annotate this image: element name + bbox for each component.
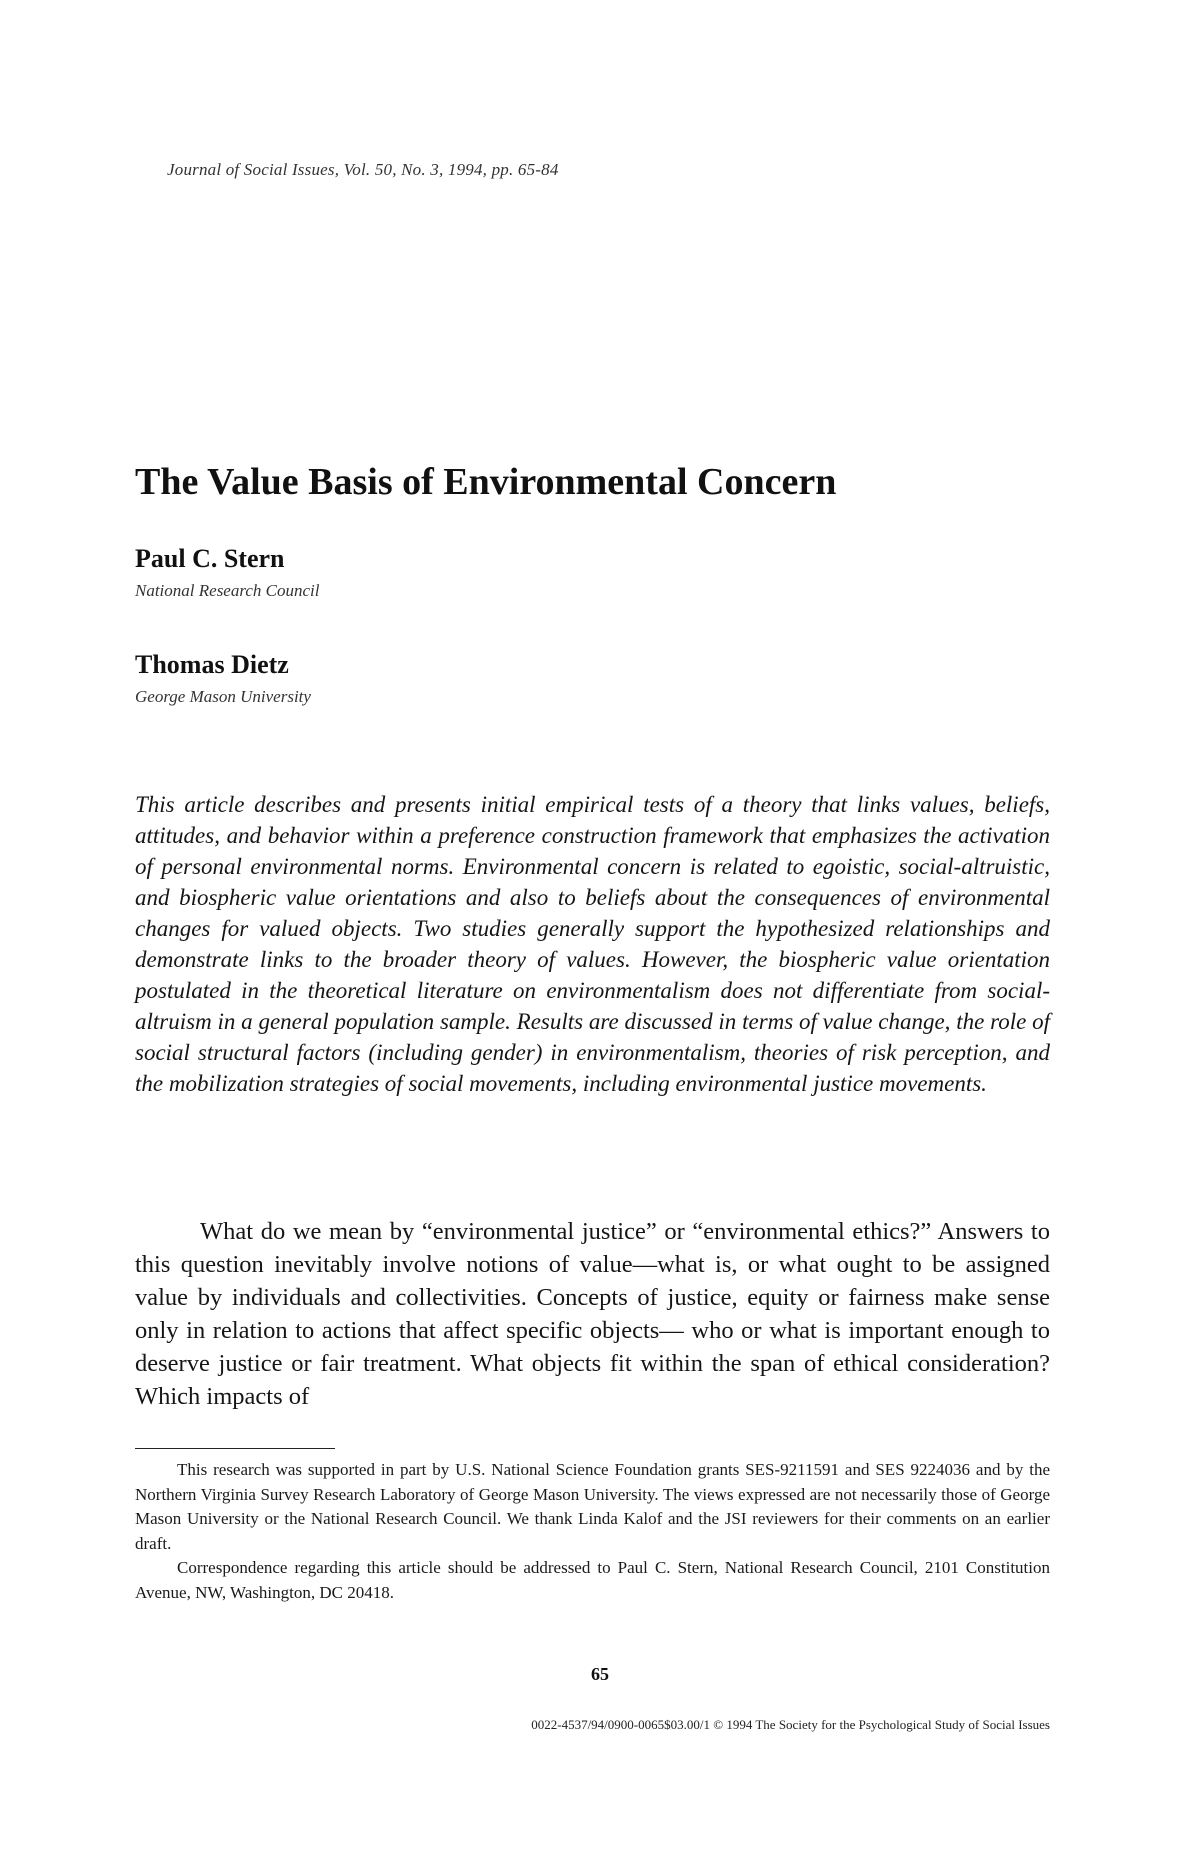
author-block-stern — [135, 544, 319, 602]
author-name: Thomas Dietz — [135, 650, 289, 679]
footnotes — [135, 1458, 1050, 1605]
footnote-divider — [135, 1448, 335, 1449]
author-affiliation: National Research Council — [135, 581, 320, 600]
body-paragraph: What do we mean by “environmental justice” or “environmental ethics?” Answers to this question inevitably involve notions of value—what is, or what ought to be assigned value by individuals and collectivities. Concepts of justice, equity or fairness make sense only in relation to actions that affect specific objects— who or what is important enough to deserve justice or fair treatment. What objects fit within the span of ethical consideration? Which impacts of — [135, 1218, 1050, 1410]
footnote-funding: This research was supported in part by U.S. National Science Foundation grants SES-9211591 and SES 9224036 and by the Northern Virginia Survey Research Laboratory of George Mason University. The views expressed are not necessarily those of George Mason University or the National Research Council. We thank Linda Kalof and the JSI reviewers for their comments on an earlier draft. — [135, 1460, 1050, 1553]
abstract: This article describes and presents initial empirical tests of a theory that links values, beliefs, attitudes, and behavior within a preference construction framework that emphasizes the activation of personal environmental norms. Environmental concern is related to egoistic, social-altruistic, and biospheric value orientations and also to beliefs about the consequences of environmental changes for valued objects. Two studies generally support the hypothesized relationships and demonstrate links to the broader theory of values. However, the biospheric value orientation postulated in the theoretical literature on environmentalism does not differentiate from social-altruism in a general population sample. Results are discussed in terms of value change, the role of social structural factors (including gender) in environmentalism, theories of risk perception, and the mobilization strategies of social movements, including environmental justice movements. — [135, 792, 1050, 1096]
copyright-line: 0022-4537/94/0900-0065$03.00/1 © 1994 The Society for the Psychological Study of Social Issues — [531, 1717, 1050, 1732]
author-name: Paul C. Stern — [135, 544, 285, 573]
author-affiliation: George Mason University — [135, 687, 311, 706]
author-block-dietz — [135, 650, 311, 708]
footnote-correspondence: Correspondence regarding this article should be addressed to Paul C. Stern, National Research Council, 2101 Constitution Avenue, NW, Washington, DC 20418. — [135, 1558, 1050, 1602]
page-number: 65 — [591, 1664, 609, 1684]
article-title: The Value Basis of Environmental Concern — [135, 461, 837, 503]
running-head: Journal of Social Issues, Vol. 50, No. 3, 1994, pp. 65-84 — [167, 160, 559, 179]
